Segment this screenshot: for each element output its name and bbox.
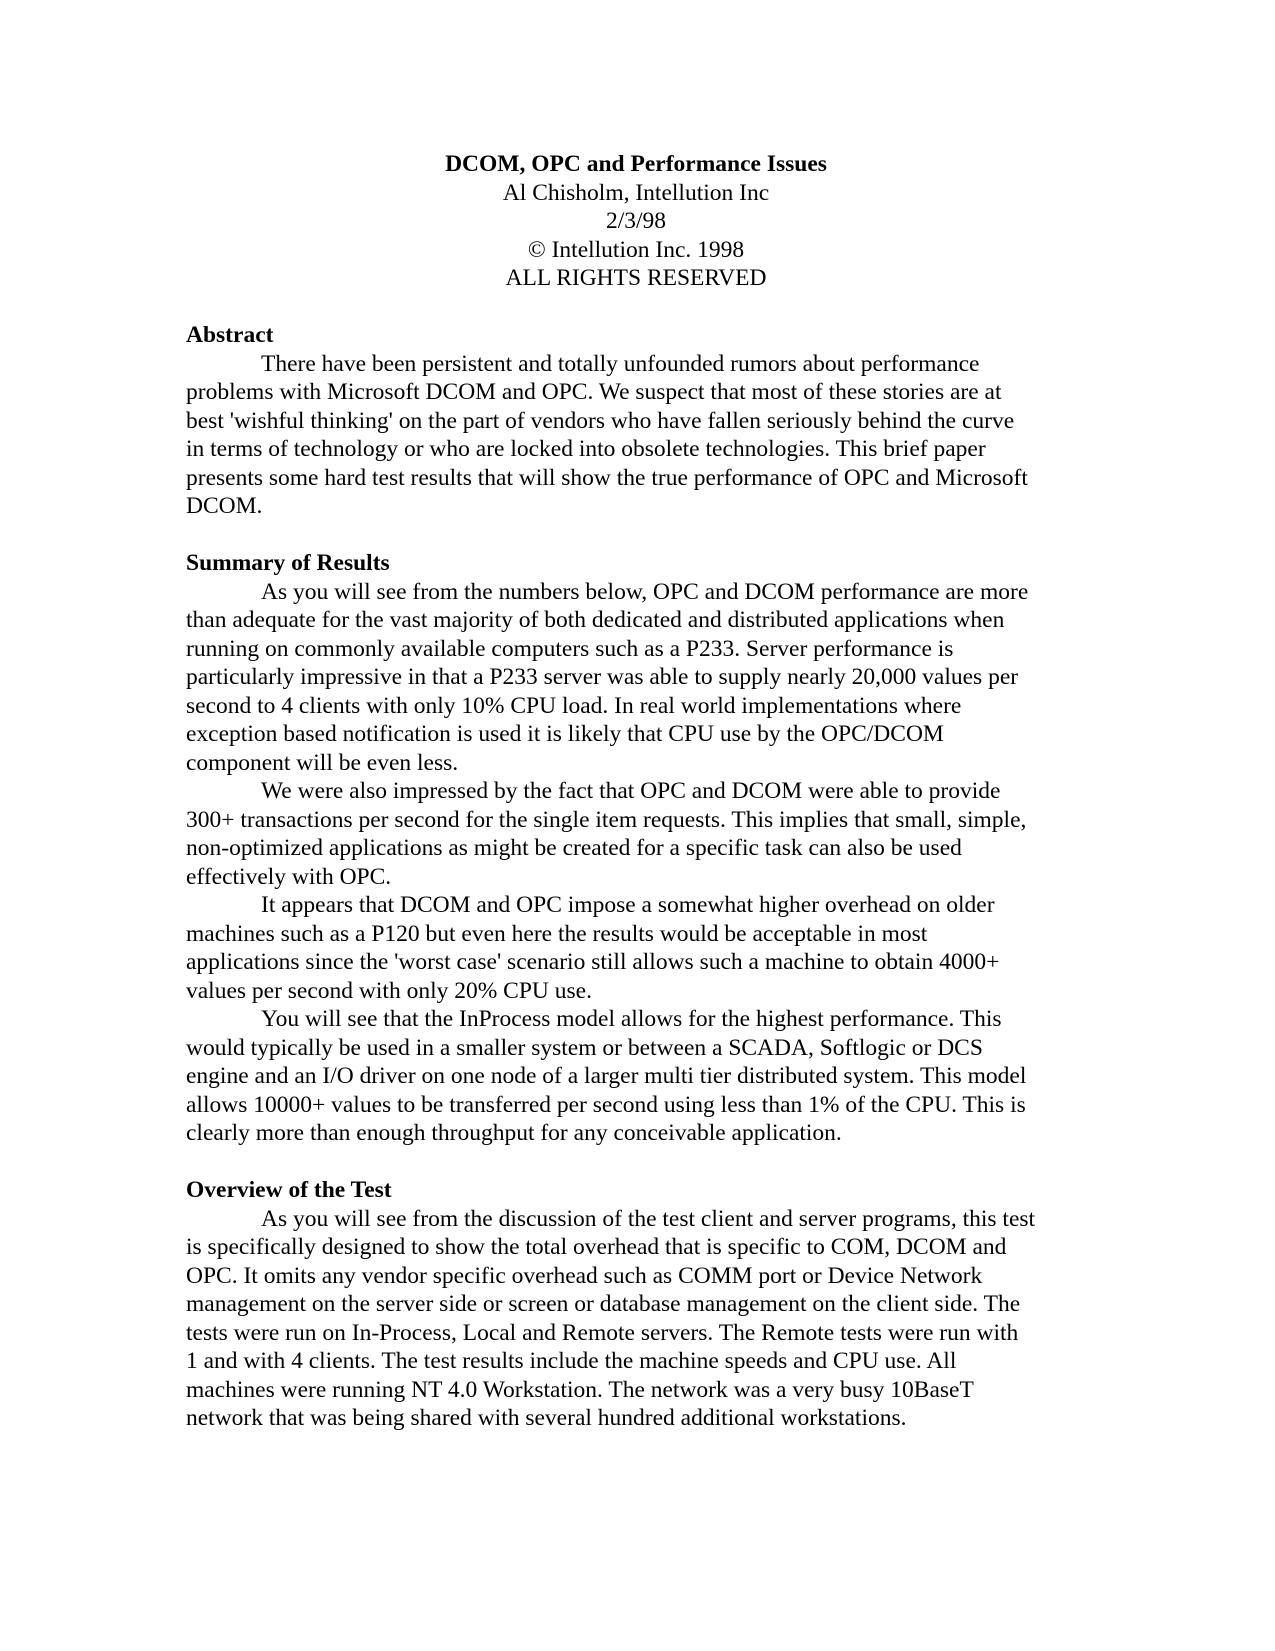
paragraph-line: component will be even less. (186, 749, 459, 776)
section-overview-of-the-test (186, 1176, 1086, 1433)
paragraph-line: machines were running NT 4.0 Workstation. The network was a very busy 10BaseT (186, 1376, 974, 1403)
paragraph-line: problems with Microsoft DCOM and OPC. We suspect that most of these stories are at (186, 379, 1002, 405)
paragraph (186, 1205, 1086, 1433)
paragraph-line: tests were run on In-Process, Local and Remote servers. The Remote tests were run with (186, 1319, 1019, 1346)
paragraph-line: applications since the 'worst case' scenario still allows such a machine to obtain 4000+ (186, 949, 1000, 975)
paragraph (186, 578, 1086, 778)
paragraph-line: running on commonly available computers such as a P233. Server performance is (186, 635, 954, 662)
section-heading: Abstract (186, 322, 274, 348)
paragraph-line: machines such as a P120 but even here the results would be acceptable in most (186, 920, 928, 947)
paragraph (186, 1005, 1086, 1148)
paragraph (186, 777, 1086, 891)
section-heading: Overview of the Test (186, 1177, 392, 1203)
paragraph-line: particularly impressive in that a P233 server was able to supply nearly 20,000 values per (186, 664, 1019, 690)
paragraph-line: engine and an I/O driver on one node of a larger multi tier distributed system. This model (186, 1063, 1027, 1089)
paragraph-line: in terms of technology or who are locked into obsolete technologies. This brief paper (186, 436, 986, 462)
paragraph-line: best 'wishful thinking' on the part of vendors who have fallen seriously behind the curve (186, 407, 1015, 434)
paragraph-line: We were also impressed by the fact that OPC and DCOM were able to provide (261, 778, 1001, 804)
paragraph-line: network that was being shared with several hundred additional workstations. (186, 1405, 907, 1431)
paragraph-line: values per second with only 20% CPU use. (186, 977, 592, 1004)
paragraph-line: non-optimized applications as might be created for a specific task can also be used (186, 835, 962, 861)
document-header (186, 150, 1086, 293)
section-heading: Summary of Results (186, 550, 390, 576)
document-copyright: © Intellution Inc. 1998 (527, 236, 745, 263)
paragraph-line: As you will see from the discussion of the test client and server programs, this test (261, 1205, 1036, 1232)
paragraph-line: effectively with OPC. (186, 863, 392, 890)
paragraph-line: management on the server side or screen or database management on the client side. The (186, 1291, 1021, 1317)
paragraph-line: clearly more than enough throughput for any conceivable application. (186, 1120, 842, 1146)
paragraph (186, 891, 1086, 1005)
section-summary-of-results (186, 549, 1086, 1148)
section-abstract (186, 321, 1086, 521)
paragraph-line: presents some hard test results that will show the true performance of OPC and Microsoft (186, 464, 1028, 491)
paragraph-line: 1 and with 4 clients. The test results include the machine speeds and CPU use. All (186, 1348, 957, 1374)
paragraph-line: allows 10000+ values to be transferred per second using less than 1% of the CPU. This is (186, 1091, 1026, 1118)
document-rights: ALL RIGHTS RESERVED (505, 265, 767, 291)
paragraph-line: is specifically designed to show the total overhead that is specific to COM, DCOM and (186, 1234, 1007, 1260)
document-author: Al Chisholm, Intellution Inc (502, 179, 770, 206)
paragraph-line: It appears that DCOM and OPC impose a somewhat higher overhead on older (261, 892, 995, 918)
paragraph-line: There have been persistent and totally unfounded rumors about performance (261, 350, 980, 377)
paragraph-line: DCOM. (186, 493, 263, 519)
paragraph-line: would typically be used in a smaller system or between a SCADA, Softlogic or DCS (186, 1034, 983, 1061)
paragraph-line: than adequate for the vast majority of both dedicated and distributed applications when (186, 607, 1005, 633)
document-title: DCOM, OPC and Performance Issues (445, 151, 827, 177)
paragraph-line: exception based notification is used it is likely that CPU use by the OPC/DCOM (186, 721, 944, 747)
document-date: 2/3/98 (605, 208, 667, 234)
document-page (186, 150, 1086, 1433)
paragraph-line: As you will see from the numbers below, OPC and DCOM performance are more (261, 578, 1029, 605)
paragraph (186, 350, 1086, 521)
paragraph-line: OPC. It omits any vendor specific overhead such as COMM port or Device Network (186, 1262, 983, 1289)
paragraph-line: You will see that the InProcess model allows for the highest performance. This (261, 1006, 1002, 1032)
paragraph-line: 300+ transactions per second for the single item requests. This implies that small, simple, (186, 806, 1027, 833)
paragraph-line: second to 4 clients with only 10% CPU load. In real world implementations where (186, 692, 962, 719)
